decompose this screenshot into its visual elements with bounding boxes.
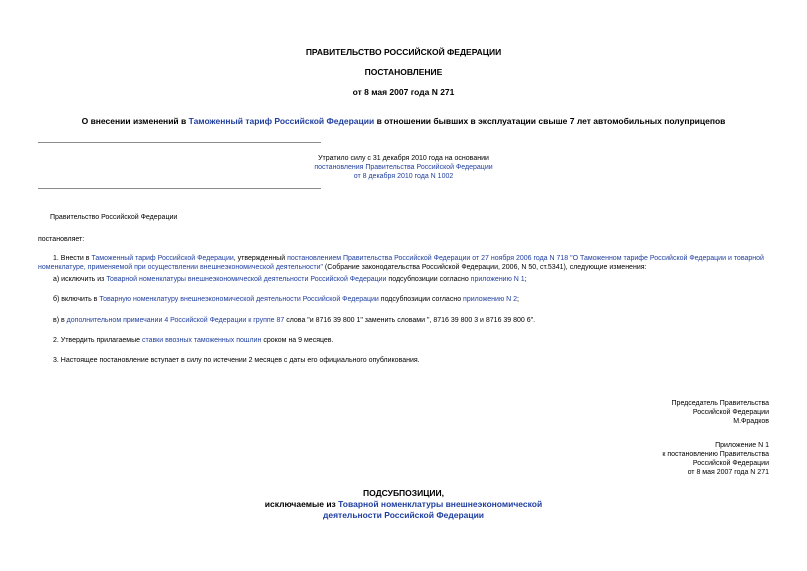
repeal-line: Утратило силу с 31 декабря 2010 года на основании — [318, 155, 489, 162]
resolves-label: постановляет: — [38, 236, 85, 243]
appendix-ref: к постановлению Правительства — [662, 451, 769, 458]
paragraph-2: 2. Утвердить прилагаемые ставки ввозных таможенных пошлин сроком на 9 месяцев. — [53, 337, 334, 344]
divider-top — [38, 142, 321, 143]
paragraph-v: в) в дополнительном примечании 4 Российской Федерации к группе 87 слова "и 8716 39 800 1" заменить словами ", 8716 39 800 3 и 8716 39 800 6". — [53, 317, 536, 324]
subtitle-pre: исключаемые из — [264, 499, 339, 509]
p2-link-duty-rates[interactable]: ставки ввозных таможенных пошлин — [141, 337, 262, 344]
repeal-link-resolution[interactable]: постановления Правительства Российской Федерации — [314, 164, 493, 171]
p1-link-resolution-718[interactable]: постановлением Правительства Российской Федерации от 27 ноября 2006 года N 718 "О Таможенном тарифе Российской Федерации и товарной номенклатуре, применяемой при осуществлении внешнеэкономической деятельности" — [38, 255, 764, 271]
paragraph-a: а) исключить из Товарной номенклатуры внешнеэкономической деятельности Российской Федерации подсубпозиции согласно приложению N 1; — [53, 276, 527, 283]
paragraph-b: б) включить в Товарную номенклатуру внешнеэкономической деятельности Российской Федерации подсубпозиции согласно приложению N 2; — [53, 296, 519, 303]
appendix-number: Приложение N 1 — [715, 442, 769, 449]
signature-country: Российской Федерации — [692, 409, 769, 416]
appendix-block — [662, 441, 769, 477]
subtitle-block — [0, 488, 807, 521]
appendix-country: Российской Федерации — [692, 460, 769, 467]
subtitle-link-nomenclature[interactable]: Товарной номенклатуры внешнеэкономической — [338, 499, 543, 509]
pa-link-nomenclature[interactable]: Товарной номенклатуры внешнеэкономической деятельности Российской Федерации — [106, 276, 387, 283]
appendix-date: от 8 мая 2007 года N 271 — [687, 469, 769, 476]
subtitle-link-federation[interactable]: деятельности Российской Федерации — [322, 510, 485, 520]
header-doc-type: ПОСТАНОВЛЕНИЕ — [364, 67, 443, 77]
header-date-number: от 8 мая 2007 года N 271 — [352, 87, 455, 97]
repeal-link-date[interactable]: от 8 декабря 2010 года N 1002 — [353, 173, 454, 180]
signature-block — [672, 399, 769, 426]
subtitle-line-1: ПОДСУБПОЗИЦИИ, — [362, 488, 445, 498]
document-title — [0, 116, 807, 127]
pa-link-appendix-1[interactable]: приложению N 1 — [470, 276, 525, 283]
government-name: Правительство Российской Федерации — [50, 214, 178, 221]
signature-name: М.Фрадков — [733, 418, 769, 425]
title-pre: О внесении изменений в — [81, 116, 189, 126]
paragraph-1: 1. Внести в Таможенный тариф Российской Федерации, утвержденный постановлением Правительства Российской Федерации от 27 ноября 2006 года N 718 "О Таможенном тарифе Российской Федерации и товарной номенклатуре, применяемой при осуществлении внешнеэкономической деятельности" (Собрание законодательства Российской Федерации, 2006, N 50, ст.5341), следующие изменения: — [38, 255, 764, 271]
pb-link-nomenclature[interactable]: Товарную номенклатуру внешнеэкономической деятельности Российской Федерации — [99, 296, 379, 303]
paragraph-3: 3. Настоящее постановление вступает в силу по истечении 2 месяцев с даты его официального опубликования. — [53, 357, 420, 364]
pv-link-note-4[interactable]: дополнительном примечании 4 Российской Федерации к группе 87 — [66, 317, 285, 324]
signature-position: Председатель Правительства — [671, 400, 769, 407]
header-gov: ПРАВИТЕЛЬСТВО РОССИЙСКОЙ ФЕДЕРАЦИИ — [305, 47, 502, 57]
pb-link-appendix-2[interactable]: приложению N 2 — [463, 296, 518, 303]
title-post: в отношении бывших в эксплуатации свыше 7 лет автомобильных полуприцепов — [374, 116, 726, 126]
repeal-notice — [300, 154, 507, 181]
p1-link-tariff[interactable]: Таможенный тариф Российской Федерации — [91, 255, 234, 262]
divider-bottom — [38, 188, 321, 189]
title-link-customs-tariff[interactable]: Таможенный тариф Российской Федерации — [188, 116, 375, 126]
